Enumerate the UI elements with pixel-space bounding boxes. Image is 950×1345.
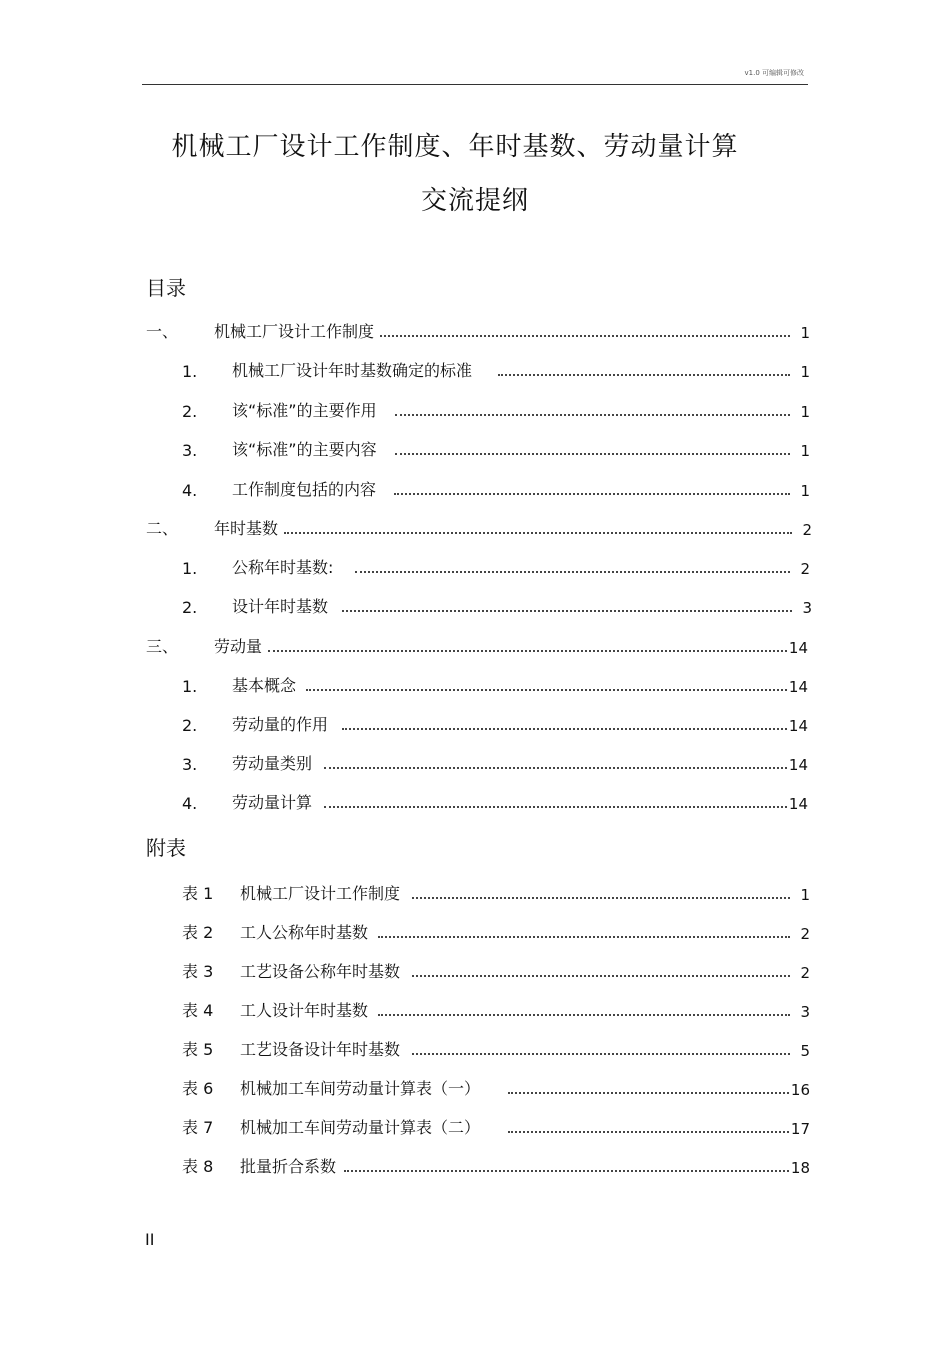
appendix-item-6[interactable] (182, 1075, 810, 1099)
dot-leader (324, 806, 787, 808)
appendix-page-number: 17 (790, 1120, 810, 1138)
dot-leader (412, 897, 790, 899)
toc-item-label: 劳动量的作用 (232, 715, 329, 734)
appendix-item-num: 表 7 (182, 1118, 214, 1137)
appendix-item-8[interactable] (182, 1153, 810, 1177)
appendix-item-num: 表 1 (182, 884, 214, 903)
dot-leader (324, 767, 787, 769)
toc-item-label: 劳动量类别 (232, 754, 313, 773)
dot-leader (508, 1131, 789, 1133)
appendix-item-label: 工人设计年时基数 (240, 1001, 369, 1020)
appendix-item-5[interactable] (182, 1036, 810, 1060)
footer-page-number: II (145, 1230, 155, 1249)
header-rule (142, 84, 808, 85)
document-title: 机械工厂设计工作制度、年时基数、劳动量计算 (171, 132, 739, 162)
toc-item-label: 机械工厂设计年时基数确定的标准 (232, 361, 473, 380)
appendix-item-num: 表 2 (182, 923, 214, 942)
toc-item-num: 2. (182, 716, 198, 735)
toc-page-number: 1 (800, 442, 810, 460)
toc-section-num: 三、 (146, 637, 179, 656)
appendix-heading: 附表 (146, 836, 186, 860)
appendix-item-num: 表 6 (182, 1079, 214, 1098)
toc-section-label: 劳动量 (214, 637, 263, 656)
dot-leader (355, 571, 790, 573)
document-subtitle: 交流提纲 (420, 186, 529, 216)
dot-leader (284, 532, 792, 534)
appendix-item-label: 工人公称年时基数 (240, 923, 369, 942)
toc-item-3-2[interactable] (182, 711, 808, 735)
toc-page-number: 2 (800, 560, 810, 578)
dot-leader (342, 610, 792, 612)
toc-page-number: 3 (802, 599, 812, 617)
appendix-item-label: 机械加工车间劳动量计算表（一） (240, 1079, 481, 1098)
dot-leader (378, 1014, 790, 1016)
dot-leader (394, 493, 790, 495)
dot-leader (412, 1053, 790, 1055)
appendix-page-number: 2 (800, 925, 810, 943)
toc-item-label: 设计年时基数 (232, 597, 329, 616)
appendix-item-label: 工艺设备设计年时基数 (240, 1040, 401, 1059)
toc-section-2[interactable] (146, 515, 812, 539)
toc-page-number: 14 (788, 756, 808, 774)
toc-item-num: 2. (182, 598, 198, 617)
toc-section-label: 年时基数 (214, 519, 279, 538)
toc-item-3-3[interactable] (182, 750, 808, 774)
toc-item-num: 1. (182, 362, 198, 381)
toc-item-label: 公称年时基数: (232, 558, 334, 577)
toc-section-num: 一、 (146, 322, 179, 341)
toc-item-num: 4. (182, 481, 198, 500)
appendix-item-2[interactable] (182, 919, 810, 943)
appendix-item-label: 工艺设备公称年时基数 (240, 962, 401, 981)
appendix-item-1[interactable] (182, 880, 810, 904)
dot-leader (344, 1170, 789, 1172)
appendix-item-7[interactable] (182, 1114, 810, 1138)
appendix-item-label: 批量折合系数 (240, 1157, 337, 1176)
toc-page-number: 14 (788, 678, 808, 696)
appendix-page-number: 3 (800, 1003, 810, 1021)
toc-heading: 目录 (146, 276, 186, 300)
toc-page-number: 14 (788, 717, 808, 735)
toc-item-label: 该“标准”的主要作用 (232, 401, 377, 420)
toc-page-number: 14 (788, 639, 808, 657)
toc-item-num: 2. (182, 402, 198, 421)
appendix-page-number: 18 (790, 1159, 810, 1177)
toc-item-label: 工作制度包括的内容 (232, 480, 377, 499)
dot-leader (306, 689, 787, 691)
appendix-page-number: 16 (790, 1081, 810, 1099)
dot-leader (395, 414, 790, 416)
toc-item-label: 该“标准”的主要内容 (232, 440, 377, 459)
toc-section-label: 机械工厂设计工作制度 (214, 322, 375, 341)
appendix-page-number: 2 (800, 964, 810, 982)
toc-item-num: 4. (182, 794, 198, 813)
toc-page-number: 2 (802, 521, 812, 539)
appendix-item-num: 表 5 (182, 1040, 214, 1059)
toc-item-num: 1. (182, 559, 198, 578)
toc-item-label: 劳动量计算 (232, 793, 313, 812)
appendix-page-number: 1 (800, 886, 810, 904)
toc-item-1-1[interactable] (182, 357, 810, 381)
toc-item-3-4[interactable] (182, 789, 808, 813)
toc-page-number: 1 (800, 363, 810, 381)
toc-item-1-2[interactable] (182, 397, 810, 421)
appendix-item-num: 表 8 (182, 1157, 214, 1176)
toc-item-3-1[interactable] (182, 672, 808, 696)
toc-item-num: 3. (182, 755, 198, 774)
dot-leader (395, 453, 790, 455)
toc-item-2-1[interactable] (182, 554, 810, 578)
dot-leader (342, 728, 787, 730)
dot-leader (380, 335, 790, 337)
appendix-page-number: 5 (800, 1042, 810, 1060)
header-note: v1.0 可编辑可修改 (744, 69, 804, 77)
toc-item-num: 1. (182, 677, 198, 696)
dot-leader (378, 936, 790, 938)
dot-leader (508, 1092, 789, 1094)
toc-section-1[interactable] (146, 318, 810, 342)
appendix-item-label: 机械工厂设计工作制度 (240, 884, 401, 903)
toc-item-2-2[interactable] (182, 593, 812, 617)
toc-page-number: 1 (800, 403, 810, 421)
toc-item-label: 基本概念 (232, 676, 297, 695)
dot-leader (498, 374, 790, 376)
dot-leader (268, 650, 787, 652)
toc-page-number: 1 (800, 482, 810, 500)
appendix-item-num: 表 3 (182, 962, 214, 981)
appendix-item-label: 机械加工车间劳动量计算表（二） (240, 1118, 481, 1137)
appendix-item-3[interactable] (182, 958, 810, 982)
toc-section-3[interactable] (146, 633, 808, 657)
toc-item-num: 3. (182, 441, 198, 460)
toc-section-num: 二、 (146, 519, 179, 538)
dot-leader (412, 975, 790, 977)
toc-page-number: 14 (788, 795, 808, 813)
toc-item-1-4[interactable] (182, 476, 810, 500)
appendix-item-4[interactable] (182, 997, 810, 1021)
toc-item-1-3[interactable] (182, 436, 810, 460)
appendix-item-num: 表 4 (182, 1001, 214, 1020)
toc-page-number: 1 (800, 324, 810, 342)
